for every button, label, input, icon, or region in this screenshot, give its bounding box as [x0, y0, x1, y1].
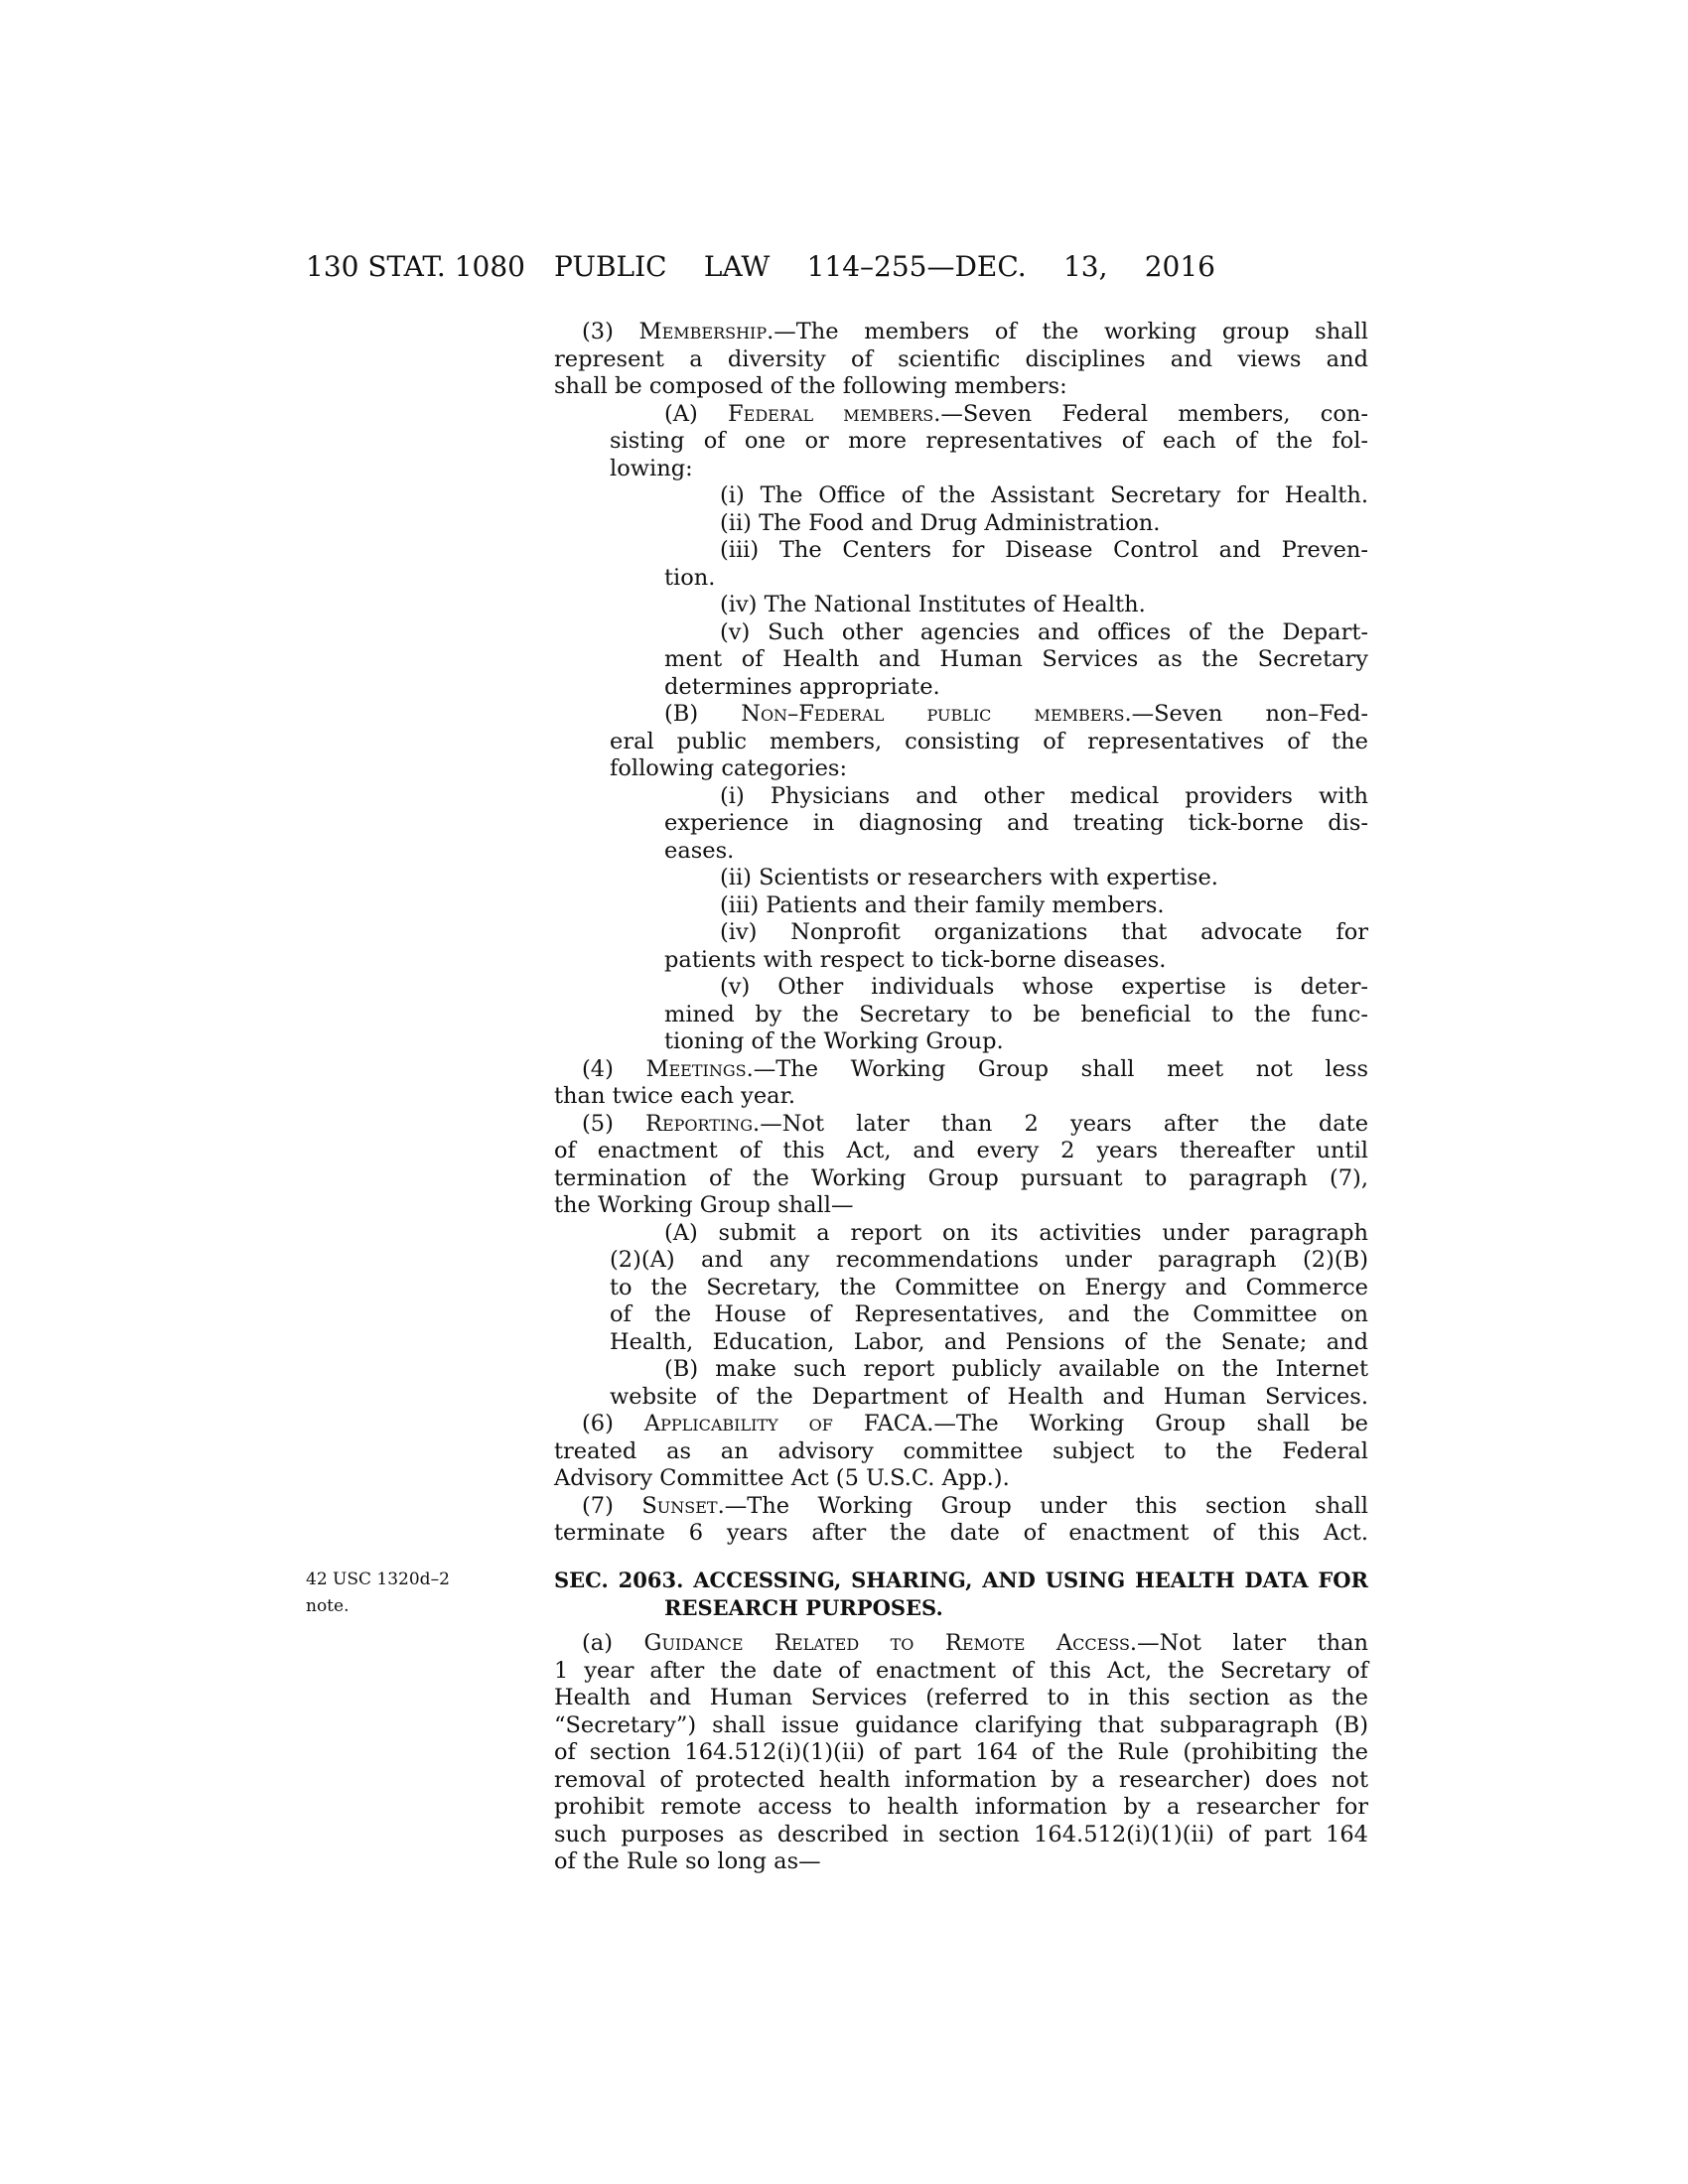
- text-segment: (4): [582, 1055, 646, 1082]
- text-line: (2)(A) and any recommendations under paragraph (2)(B): [610, 1247, 1368, 1273]
- text-segment: —The Working Group shall be: [933, 1411, 1369, 1436]
- text-line: lowing:: [610, 455, 693, 481]
- text-line: (iv) The National Institutes of Health.: [720, 592, 1146, 617]
- text-line: [582, 319, 1368, 346]
- text-line: of enactment of this Act, and every 2 years thereafter until: [554, 1138, 1368, 1163]
- text-line: of the House of Representatives, and the Committee on: [610, 1301, 1368, 1327]
- text-line: (i) Physicians and other medical providers with: [720, 782, 1368, 809]
- text-line: eral public members, consisting of representatives of the: [610, 728, 1368, 754]
- text-line: than twice each year.: [554, 1083, 796, 1109]
- section-heading-line1: SEC. 2063. ACCESSING, SHARING, AND USING HEALTH DATA FOR: [554, 1568, 1368, 1592]
- text-line: (iii) Patients and their family members.: [720, 891, 1165, 918]
- text-line: [582, 1111, 1368, 1139]
- section-heading-line2: RESEARCH PURPOSES.: [664, 1595, 943, 1620]
- text-segment: (a): [582, 1630, 644, 1656]
- text-line: patients with respect to tick-borne diseases.: [664, 946, 1167, 973]
- text-line: sisting of one or more representatives of each of the fol-: [610, 428, 1368, 454]
- text-line: terminate 6 years after the date of enactment of this Act.: [554, 1520, 1368, 1546]
- text-line: tion.: [664, 564, 716, 591]
- text-segment: (6): [582, 1411, 644, 1436]
- text-line: removal of protected health information by a researcher) does not: [554, 1766, 1368, 1793]
- text-segment: —The Working Group under this section shall: [724, 1492, 1368, 1519]
- text-line: (iv) Nonprofit organizations that advocate for: [720, 919, 1368, 945]
- text-segment: —Not later than: [1137, 1630, 1369, 1656]
- paragraph-heading: Guidance Related to Remote Access.: [643, 1630, 1138, 1656]
- text-line: to the Secretary, the Committee on Energy and Commerce: [610, 1274, 1368, 1300]
- paragraph-heading: Applicability of FACA.: [643, 1411, 934, 1436]
- text-line: (v) Other individuals whose expertise is deter-: [720, 974, 1368, 1000]
- running-header-title: PUBLIC LAW 114–255—DEC. 13, 2016: [554, 250, 1215, 283]
- text-line: of section 164.512(i)(1)(ii) of part 164 of the Rule (prohibiting the: [554, 1739, 1368, 1765]
- text-line: ment of Health and Human Services as the Secretary: [664, 646, 1368, 672]
- paragraph-heading: Federal members.: [728, 400, 941, 427]
- text-segment: (A): [664, 400, 729, 427]
- margin-citation-line: note.: [306, 1596, 350, 1616]
- paragraph-heading: Meetings.: [645, 1055, 754, 1082]
- text-line: [582, 1056, 1368, 1084]
- statute-page-number: 130 STAT. 1080: [306, 250, 525, 283]
- text-segment: —The members of the working group shall: [774, 319, 1368, 344]
- text-line: [582, 1411, 1368, 1438]
- paragraph-heading: Non–Federal public members.: [741, 701, 1132, 727]
- text-segment: —Not later than 2 years after the date: [760, 1110, 1369, 1137]
- text-line: website of the Department of Health and Human Services.: [610, 1383, 1368, 1410]
- paragraph-heading: Sunset.: [641, 1492, 725, 1519]
- text-segment: —The Working Group shall meet not less: [753, 1055, 1368, 1082]
- paragraph-heading: Membership.: [638, 319, 774, 344]
- text-line: “Secretary”) shall issue guidance clarifying that subparagraph (B): [554, 1711, 1368, 1738]
- text-line: 1 year after the date of enactment of this Act, the Secretary of: [554, 1657, 1368, 1684]
- text-line: determines appropriate.: [664, 673, 940, 700]
- paragraph-heading: Reporting.: [645, 1110, 761, 1137]
- text-line: prohibit remote access to health information by a researcher for: [554, 1794, 1368, 1820]
- margin-citation: [306, 1567, 450, 1620]
- text-segment: (5): [582, 1110, 646, 1137]
- text-line: [582, 1630, 1368, 1658]
- text-line: the Working Group shall—: [554, 1192, 854, 1218]
- text-segment: —Seven Federal members, con-: [940, 400, 1368, 427]
- text-line: (v) Such other agencies and offices of the Depart-: [720, 618, 1368, 645]
- text-segment: —Seven non–Fed-: [1131, 701, 1368, 727]
- text-segment: (3): [582, 319, 639, 344]
- text-line: eases.: [664, 837, 735, 864]
- text-line: Advisory Committee Act (5 U.S.C. App.).: [554, 1465, 1010, 1491]
- text-line: (i) The Office of the Assistant Secretary for Health.: [720, 482, 1368, 508]
- text-line: Health and Human Services (referred to in this section as the: [554, 1685, 1368, 1710]
- text-line: of the Rule so long as—: [554, 1848, 821, 1874]
- text-line: (ii) Scientists or researchers with expertise.: [720, 865, 1218, 890]
- text-line: termination of the Working Group pursuant to paragraph (7),: [554, 1164, 1368, 1191]
- text-line: mined by the Secretary to be beneficial to the func-: [664, 1001, 1368, 1027]
- text-line: [664, 401, 1368, 429]
- text-line: tioning of the Working Group.: [664, 1028, 1004, 1054]
- text-line: treated as an advisory committee subject to the Federal: [554, 1437, 1368, 1464]
- text-line: (iii) The Centers for Disease Control and Preven-: [720, 537, 1368, 563]
- text-line: experience in diagnosing and treating tick-borne dis-: [664, 810, 1368, 836]
- text-segment: (B): [664, 701, 742, 727]
- text-line: (A) submit a report on its activities under paragraph: [664, 1219, 1368, 1246]
- text-line: following categories:: [610, 755, 848, 781]
- text-line: Health, Education, Labor, and Pensions of the Senate; and: [610, 1328, 1368, 1355]
- text-line: shall be composed of the following members:: [554, 373, 1067, 399]
- text-segment: (7): [582, 1492, 642, 1519]
- margin-citation-line: 42 USC 1320d–2: [306, 1570, 450, 1589]
- text-line: [664, 701, 1368, 729]
- text-line: such purposes as described in section 164.512(i)(1)(ii) of part 164: [554, 1821, 1368, 1847]
- text-line: [582, 1493, 1368, 1521]
- text-line: (ii) The Food and Drug Administration.: [720, 509, 1161, 536]
- text-line: (B) make such report publicly available on the Internet: [664, 1356, 1368, 1382]
- text-line: represent a diversity of scientific disciplines and views and: [554, 345, 1368, 372]
